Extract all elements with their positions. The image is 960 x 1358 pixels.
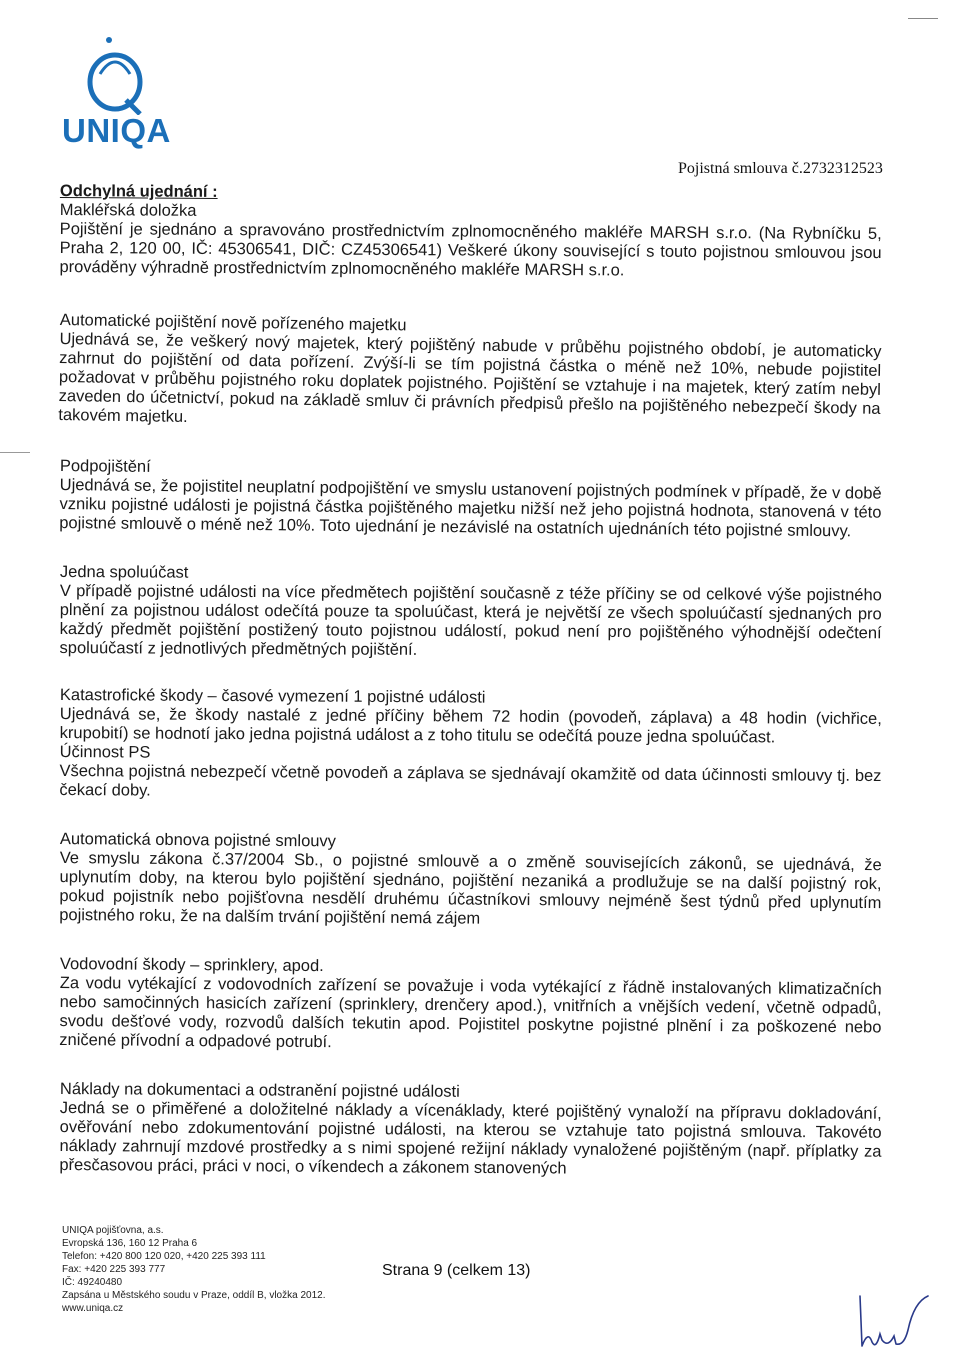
scan-edge-mark xyxy=(908,18,938,19)
section-paragraph: Ujednává se, že veškerý nový majetek, který pojištěný nabude v průběhu pojistného období, je automaticky zahrnut do pojištění od data pořízení. Zvýší-li se tím pojistná částka o méně než 10%, nebude pojistitel požadovat v průběhu pojistného roku doplatek pojistného. Pojištění se vztahuje i na majetek, který zatím nebyl zaveden do účetnictví, pokud na základě smluv či právních předpisů přešlo na pojištěného nebezpečí škody na takovém majetku. xyxy=(58,329,882,427)
section-heading: Vodovodní škody – sprinklery, apod. xyxy=(59,955,324,976)
section-broker-clause xyxy=(59,182,882,282)
section-automatic-renewal xyxy=(59,830,882,932)
section-heading: Podpojištění xyxy=(59,457,151,476)
section-heading: Automatická obnova pojistné smlouvy xyxy=(59,830,337,851)
section-underinsurance xyxy=(59,457,882,542)
footer-website: www.uniqa.cz xyxy=(62,1303,124,1314)
section-paragraph: Všechna pojistná nebezpečí včetně povodeň a záplava se sjednávají okamžitě od data účinnosti smlouvy tj. bez čekací doby. xyxy=(59,761,882,800)
company-footer xyxy=(62,1224,362,1315)
section-catastrophic-damage xyxy=(59,686,882,805)
section-heading: Jedna spoluúčast xyxy=(59,563,189,582)
section-paragraph: Ve smyslu zákona č.37/2004 Sb., o pojistné smlouvě a o změně souvisejících zákonů, se ujednává, že uplynutím doby, na kterou bylo pojištění sjednáno, pojištění nezaniká a prodlužuje se na další pojistný rok, pokud pojistník nebo pojišťovna nesdělí druhému účastníkovi smlouvy nejméně šest týdnů před uplynutím pojistného roku, že na dalším trvání pojištění nemá zájem xyxy=(59,848,882,928)
contract-number: Pojistná smlouva č.2732312523 xyxy=(678,160,883,177)
footer-fax: Fax: +420 225 393 777 xyxy=(62,1264,166,1275)
section-automatic-insurance xyxy=(58,311,882,438)
footer-company: UNIQA pojišťovna, a.s. xyxy=(62,1225,164,1236)
section-subtitle: Makléřská doložka xyxy=(59,200,197,220)
section-paragraph: Za vodu vytékající z vodovodních zařízení se považuje i voda vytékající z řádně instalovaných klimatizačních nebo samočinných hasicích zařízení (sprinklery, drenčery apod.), vnitřních a vnějších vedení, včetně odpadů, svodu dešťové vody, rozvodů dalších tekutin apod. Pojistitel poskytne pojistné plnění i za poškozené nebo zničené přívodní a odpadové potrubí. xyxy=(59,973,882,1052)
section-documentation-costs xyxy=(59,1080,882,1181)
uniqa-logo-icon xyxy=(60,30,170,115)
section-single-deductible xyxy=(60,563,882,662)
footer-address: Evropská 136, 160 12 Praha 6 xyxy=(62,1238,198,1249)
section-heading: Katastrofické škody – časové vymezení 1 pojistné události xyxy=(59,686,486,707)
document-body xyxy=(58,182,882,1178)
footer-company-id: IČ: 49240480 xyxy=(62,1277,123,1288)
brand-name: UNIQA xyxy=(62,112,171,149)
section-paragraph: V případě pojistné události na více předmětech pojištění současně z téže příčiny se od celkové výše pojistného plnění za pojistnou událost odečítá pouze ta spoluúčast, která je největší ze všech spoluúčastí sjednaných pro každý předmět pojištění postižený touto pojistnou událostí, pokud není pro pojištěného výhodnější odečtení spoluúčastí z jednotlivých předmětných pojištění. xyxy=(59,581,882,659)
section-heading: Účinnost PS xyxy=(59,742,151,762)
section-title: Odchylná ujednání : xyxy=(59,182,218,201)
page-number: Strana 9 (celkem 13) xyxy=(382,1262,531,1279)
section-paragraph: Jedná se o přiměřené a doložitelné náklady a vícenáklady, které pojištěný vynaloží na přípravu dokladování, ověřování nebo zdokumentování pojistné události, na kterou se vztahuje tato pojistná smlouva. Takovéto náklady zahrnují mzdové prostředky a s nimi spojené režijní náklady vynaložené pojištěným (např. příplatky za přesčasovou práci, práci v noci, o víkendech a zákonem stanovených xyxy=(59,1098,882,1178)
section-heading: Automatické pojištění nově pořízeného majetku xyxy=(59,311,407,335)
section-paragraph: Ujednává se, že škody nastalé z jedné příčiny během 72 hodin (povodeň, záplava) a 48 hodin (vichřice, krupobití) se hodnotí jako jedna pojistná událost a z toho titulu se odečítá pouze jedna spoluúčast. xyxy=(59,704,882,747)
footer-phone: Telefon: +420 800 120 020, +420 225 393 111 xyxy=(62,1251,266,1262)
section-paragraph: Pojištění je sjednáno a spravováno prostřednictvím zplnomocněného makléře MARSH s.r.o. (Na Rybníčku 5, Praha 2, 120 00, IČ: 45306541, DIČ: CZ45306541) Veškeré úkony související s touto pojistnou smlouvou jsou prováděny výhradně prostřednictvím zplnomocněného makléře MARSH s.r.o. xyxy=(59,219,882,280)
section-paragraph: Ujednává se, že pojistitel neuplatní podpojištění ve smyslu ustanovení pojistných podmínek v případě, že v době vzniku pojistné události je pojistná částka pojištěného majetku nižší než jeho pojistná hodnota, stanovená v této pojistné smlouvě o méně než 10%. Toto ujednání je nezávislé na ostatních ujednáních této pojistné smlouvy. xyxy=(59,475,882,541)
section-heading: Náklady na dokumentaci a odstranění pojistné události xyxy=(59,1080,460,1101)
signature-icon xyxy=(854,1290,934,1357)
punch-mark xyxy=(0,452,30,453)
section-water-damage xyxy=(59,955,882,1056)
footer-registration: Zapsána u Městského soudu v Praze, oddíl B, vložka 2012. xyxy=(62,1290,326,1301)
